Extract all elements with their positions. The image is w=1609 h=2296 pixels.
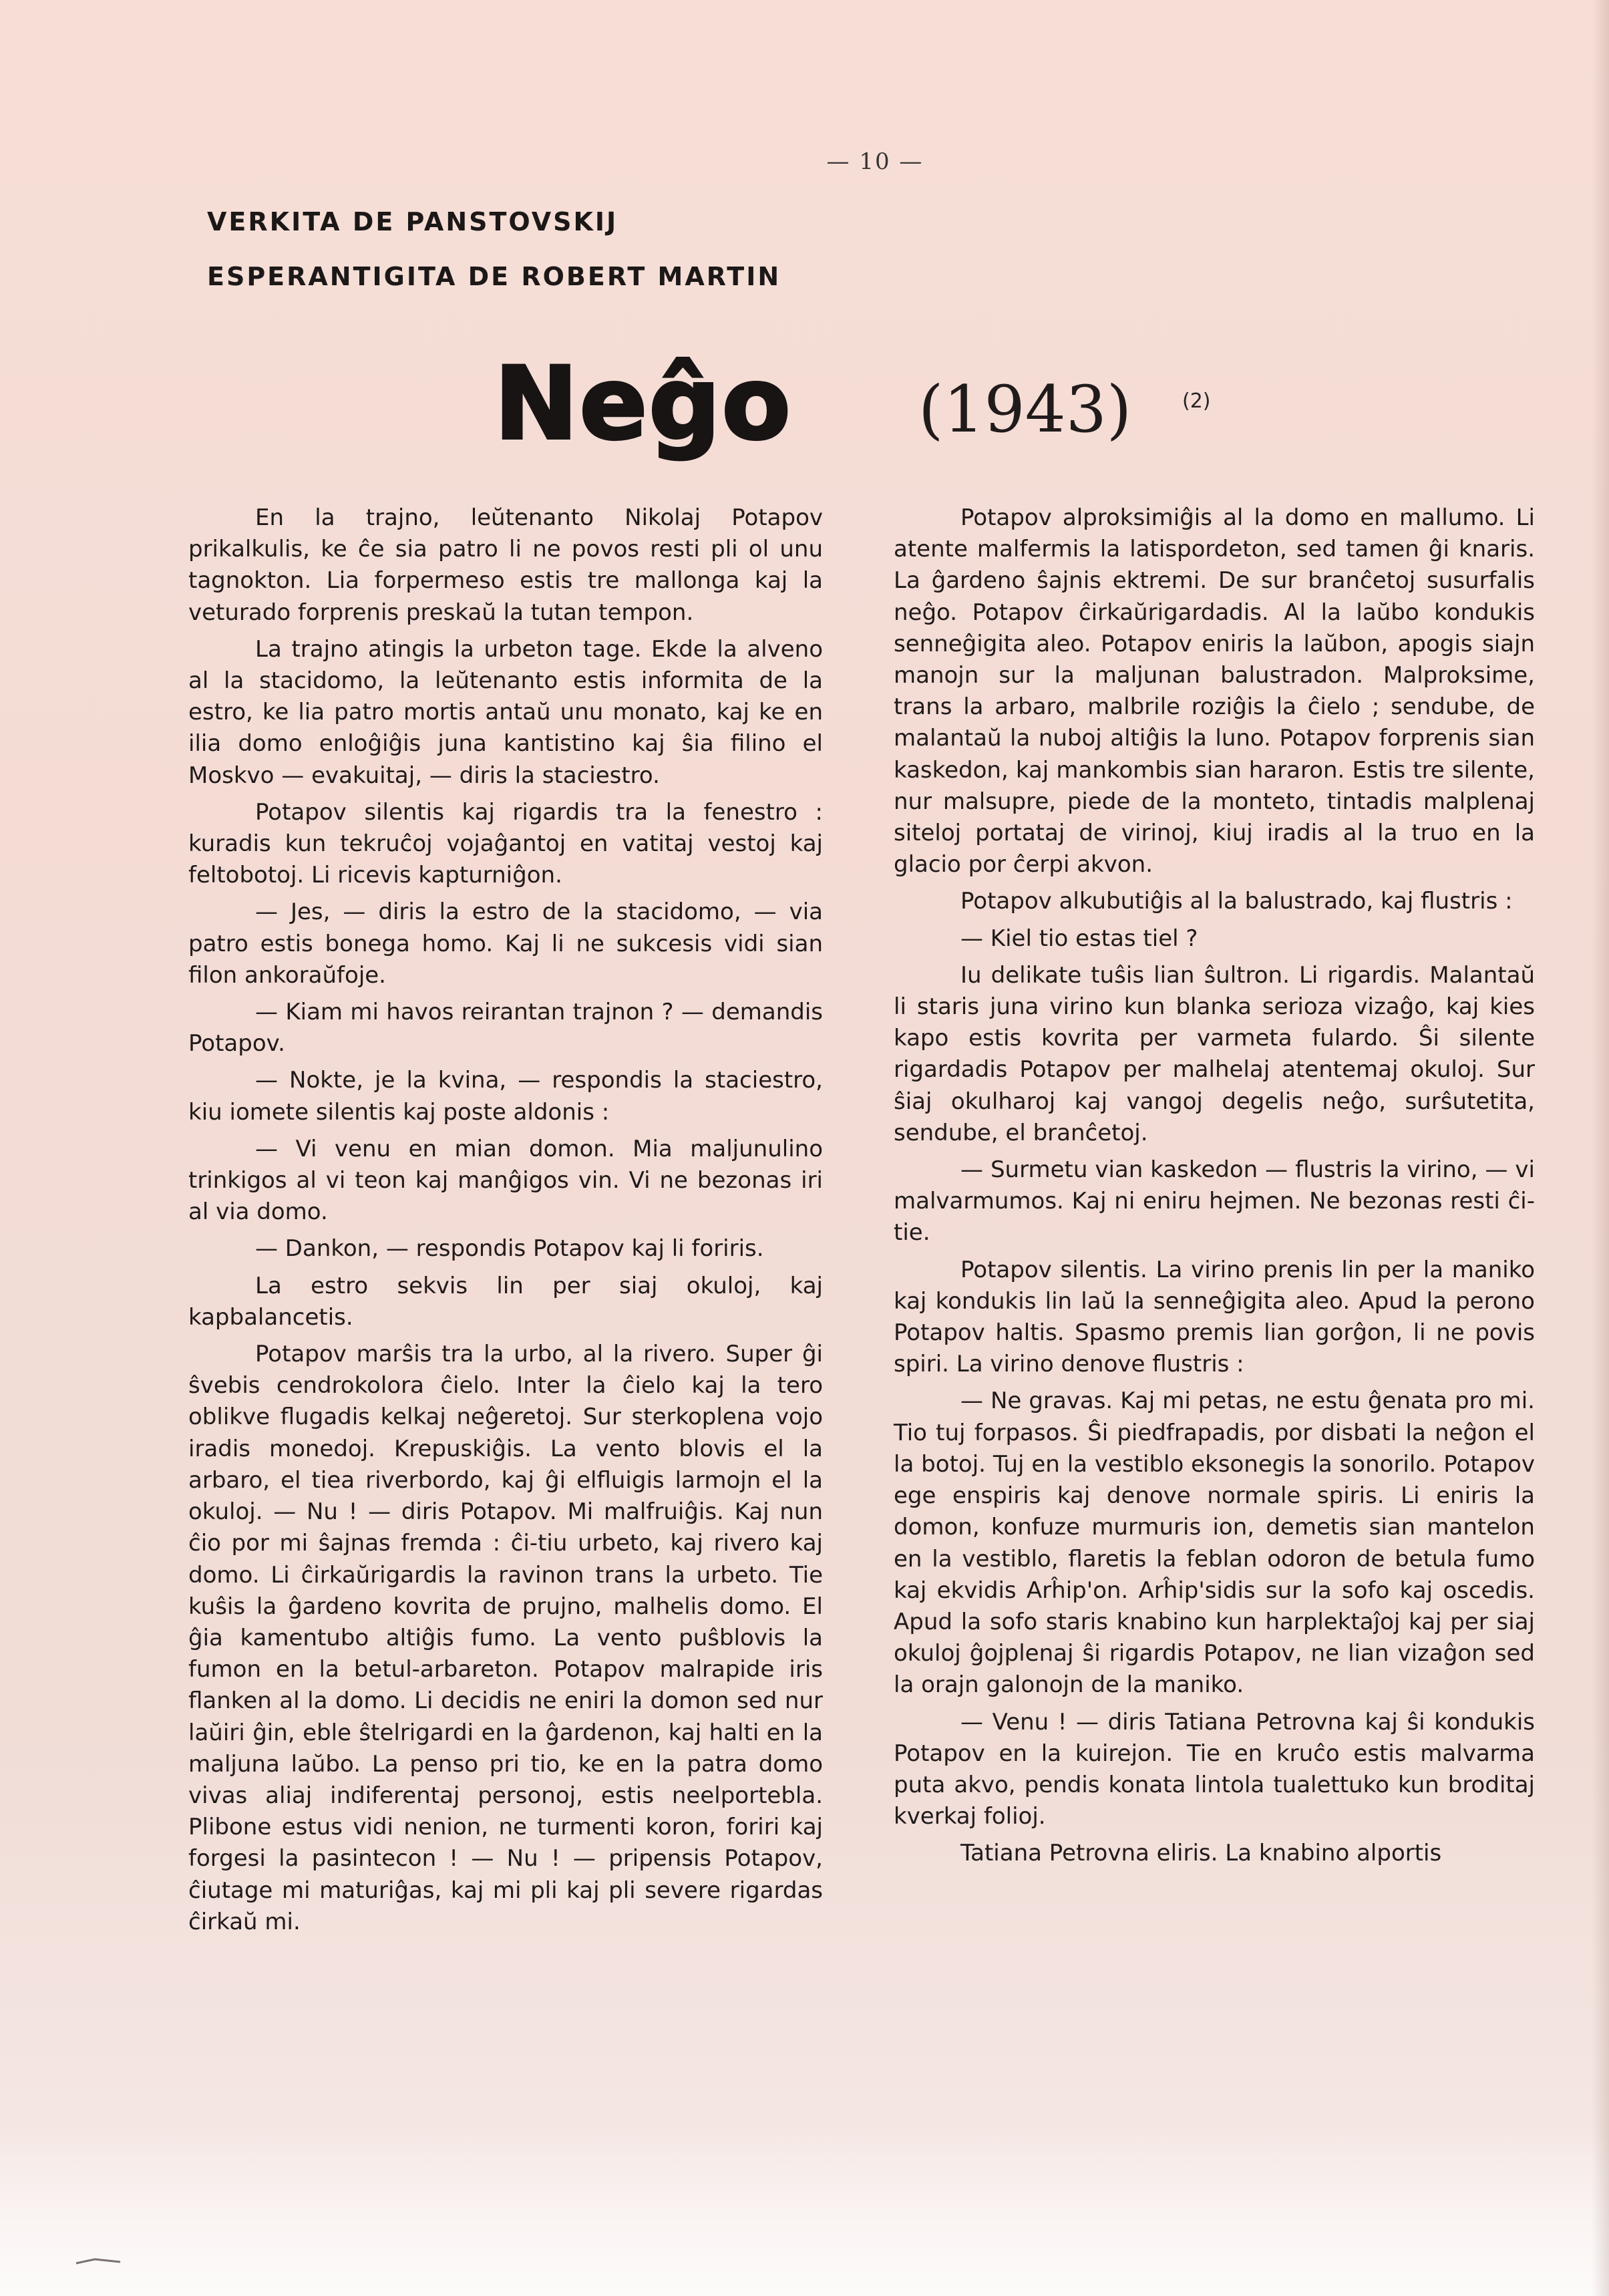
left-text-column	[188, 502, 823, 1943]
paragraph: — Kiam mi havos reirantan trajnon ? — demandis Potapov.	[188, 999, 823, 1057]
pencil-mark-icon	[75, 2257, 122, 2266]
paragraph: — Vi venu en mian domon. Mia maljunulino trinkigos al vi teon kaj manĝigos vin. Vi ne bezonas iri al via domo.	[188, 1135, 823, 1226]
right-text-column	[894, 502, 1535, 1875]
paragraph: Potapov silentis. La virino prenis lin per la maniko kaj kondukis lin laŭ la senneĝigita aleo. Apud la perono Potapov haltis. Spasmo premis lian gorĝon, li ne povis spiri. La virino denove flustris :	[894, 1256, 1535, 1378]
paragraph: Potapov alkubutiĝis al la balustrado, kaj flustris :	[960, 888, 1513, 915]
paragraph: — Dankon, — respondis Potapov kaj li foriris.	[255, 1235, 764, 1263]
paragraph: — Jes, — diris la estro de la stacidomo, — via patro estis bonega homo. Kaj li ne sukcesis vidi sian filon ankoraŭfoje.	[188, 898, 823, 989]
story-title	[494, 346, 1296, 484]
author-credit: VERKITA DE PANSTOVSKIJ	[207, 207, 618, 236]
title-part-marker: (2)	[1182, 389, 1211, 413]
paragraph: Tatiana Petrovna eliris. La knabino alportis	[960, 1840, 1442, 1867]
page-bottom-fade	[0, 2124, 1609, 2296]
paragraph: — Ne gravas. Kaj mi petas, ne estu ĝenata pro mi. Tio tuj forpasos. Ŝi piedfrapadis, por disbati la neĝon el la botoj. Tuj en la vestiblo eksonegis la sonorilo. Potapov ege enspiris kaj denove normale spiris. Li eniris la domon, konfuze murmuris ion, demetis sian mantelon en la vestiblo, flaretis la feblan odoron de betula fumo kaj ekvidis Arĥip'on. Arĥip'sidis sur la sofo kaj oscedis. Apud la sofo staris knabino kun harplektaĵoj kaj per siaj okuloj ĝojplenaj ŝi rigardis Potapov, ne lian vizaĝon sed la orajn galonojn de la maniko.	[894, 1387, 1535, 1699]
page-number: — 10 —	[826, 148, 924, 175]
paragraph: Iu delikate tuŝis lian ŝultron. Li rigardis. Malantaŭ li staris juna virino kun blanka serioza vizaĝo, kaj kies kapo estis kovrita per varmeta fulardo. Ŝi silente rigardadis Potapov per malhelaj atentemaj okuloj. Sur ŝiaj okulharoj kaj vangoj degelis neĝo, surŝutetita, sendube, el branĉetoj.	[894, 961, 1535, 1146]
paragraph: La trajno atingis la urbeton tage. Ekde la alveno al la stacidomo, la leŭtenanto estis informita de la estro, ke lia patro mortis antaŭ unu monato, kaj ke en ilia domo enloĝiĝis juna kantistino kaj ŝia filino el Moskvo — evakuitaj, — diris la staciestro.	[188, 635, 823, 789]
paragraph: La estro sekvis lin per siaj okuloj, kaj kapbalancetis.	[188, 1272, 823, 1331]
title-year: (1943)	[918, 372, 1132, 447]
paragraph: Potapov marŝis tra la urbo, al la rivero. Super ĝi ŝvebis cendrokolora ĉielo. Inter la ĉielo kaj la tero oblikve flugadis kelkaj neĝeretoj. Sur sterkoplena vojo iradis monedoj. Krepuskiĝis. La vento blovis el la arbaro, el tiea riverbordo, kaj ĝi elfluigis larmojn el la okuloj. — Nu ! — diris Potapov. Mi malfruiĝis. Kaj nun ĉio por mi ŝajnas fremda : ĉi-tiu urbeto, kaj rivero kaj domo. Li ĉirkaŭrigardis la ravinon trans la urbeto. Tie kuŝis la ĝardeno kovrita de prujno, malhelis domo. El ĝia kamentubo altiĝis fumo. La vento puŝblovis la fumon en la betul-arbareton. Potapov malrapide iris flanken al la domo. Li decidis ne eniri la domon sed nur laŭiri ĝin, eble ŝtelrigardi en la ĝardenon, kaj halti en la maljuna laŭbo. La penso pri tio, ke en la patra domo vivas aliaj indiferentaj personoj, estis neelportebla. Plibone estus vidi nenion, ne turmenti koron, foriri kaj forgesi la pasintecon ! — Nu ! — pripensis Potapov, ĉiutage mi maturiĝas, kaj mi pli kaj pli severe rigardas ĉirkaŭ mi.	[188, 1341, 823, 1935]
paragraph: Potapov silentis kaj rigardis tra la fenestro : kuradis kun tekruĉoj vojaĝantoj en vatitaj vestoj kaj feltobotoj. Li ricevis kapturniĝon.	[188, 798, 823, 889]
paragraph: — Surmetu vian kaskedon — flustris la virino, — vi malvarmumos. Kaj ni eniru hejmen. Ne bezonas resti ĉi-tie.	[894, 1156, 1535, 1247]
paragraph: Potapov alproksimiĝis al la domo en mallumo. Li atente malfermis la latispordeton, sed tamen ĝi knaris. La ĝardeno ŝajnis ektremi. De sur branĉetoj susurfalis neĝo. Potapov ĉirkaŭrigardadis. Al la laŭbo kondukis senneĝigita aleo. Potapov eniris la laŭbon, apogis siajn manojn sur la maljunan balustradon. Malproksime, trans la arbaro, malbrile roziĝis la ĉielo ; sendube, de malantaŭ la nuboj altiĝis la luno. Potapov forprenis sian kaskedon, kaj mankombis sian hararon. Estis tre silente, nur malsupre, piede de la monteto, tintadis malplenaj siteloj portataj de virinoj, kiuj iradis al la truo en la glacio por ĉerpi akvon.	[894, 504, 1535, 878]
title-word: Neĝo	[494, 346, 792, 462]
paragraph: En la trajno, leŭtenanto Nikolaj Potapov prikalkulis, ke ĉe sia patro li ne povos resti pli ol unu tagnokton. Lia forpermeso estis tre mallonga kaj la veturado forprenis preskaŭ la tutan tempon.	[188, 504, 823, 626]
paragraph: — Nokte, je la kvina, — respondis la staciestro, kiu iomete silentis kaj poste aldonis :	[188, 1067, 823, 1126]
paragraph: — Venu ! — diris Tatiana Petrovna kaj ŝi kondukis Potapov en la kuirejon. Tie en kruĉo estis malvarma puta akvo, pendis konata lintola tualettuko kun broditaj kverkaj folioj.	[894, 1708, 1535, 1830]
translator-credit: ESPERANTIGITA DE ROBERT MARTIN	[207, 262, 781, 291]
paragraph: — Kiel tio estas tiel ?	[960, 925, 1198, 952]
